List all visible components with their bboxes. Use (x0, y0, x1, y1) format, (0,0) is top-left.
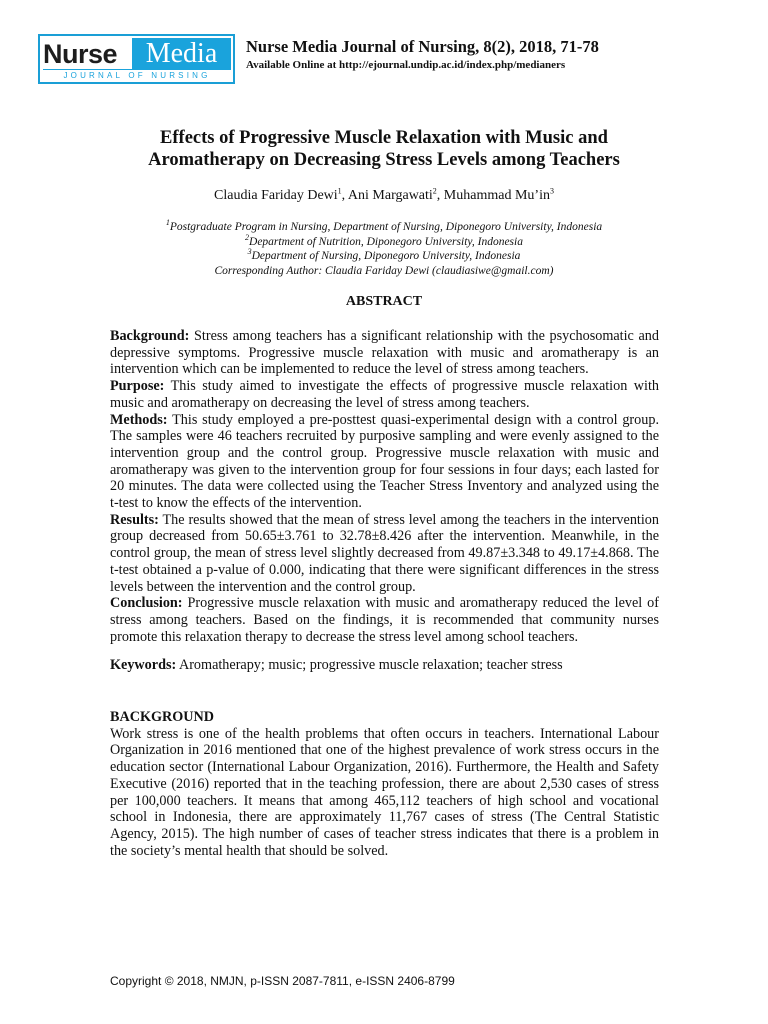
author-name: Ani Margawati (347, 188, 433, 203)
author-separator: , (436, 188, 444, 203)
affil-mark: 2 (245, 232, 250, 242)
section-text: Stress among teachers has a significant relationship with the psychosomatic and depressive symptoms. Progressive muscle relaxation with music and aromatherapy is an intervention which can be implemented to reduce the level of stress among teachers. (110, 328, 659, 378)
affiliation-line (80, 232, 688, 250)
abstract-results (110, 512, 659, 596)
affil-text: Postgraduate Program in Nursing, Department of Nursing, Diponegoro University, Indonesia (169, 221, 603, 233)
keywords-label: Keywords: (110, 657, 177, 674)
keywords (110, 657, 659, 674)
affiliation-line (80, 249, 688, 264)
title-line-2: Aromatherapy on Decreasing Stress Levels among Teachers (148, 150, 620, 170)
affil-text: Department of Nursing, Diponegoro University, Indonesia (251, 250, 521, 262)
abstract-body (110, 328, 659, 859)
journal-citation: Nurse Media Journal of Nursing, 8(2), 2018, 71-78 (246, 37, 599, 56)
journal-logo (38, 34, 235, 84)
journal-url: Available Online at http://ejournal.undip.ac.id/index.php/medianers (246, 59, 566, 71)
keywords-text: Aromatherapy; music; progressive muscle relaxation; teacher stress (176, 657, 563, 674)
copyright-footer: Copyright © 2018, NMJN, p-ISSN 2087-7811, e-ISSN 2406-8799 (110, 974, 455, 988)
author-name: Muhammad Mu’in (443, 188, 550, 203)
logo-subtitle: JOURNAL OF NURSING (43, 69, 231, 81)
section-label: Background: (110, 328, 190, 344)
author-affil-mark: 2 (432, 186, 437, 196)
affil-text: Department of Nutrition, Diponegoro University, Indonesia (249, 235, 523, 248)
corresponding-author: Corresponding Author: Claudia Fariday Dewi (claudiasiwe@gmail.com) (214, 264, 554, 277)
section-label: Methods: (110, 411, 168, 428)
author-separator: , (341, 188, 348, 203)
section-label: Results: (110, 511, 159, 528)
author-affil-mark: 1 (337, 186, 342, 196)
title-line-1: Effects of Progressive Muscle Relaxation with Music and (160, 128, 608, 148)
author-affil-mark: 3 (549, 186, 554, 196)
author-list (100, 188, 668, 204)
section-label: Purpose: (110, 378, 165, 395)
abstract-heading: ABSTRACT (345, 294, 423, 309)
affil-mark: 1 (165, 218, 170, 228)
section-text: Progressive muscle relaxation with music and aromatherapy reduced the level of stress among teachers. Based on the findings, it is recommended that community nurses promote this relaxation therapy to decrease the stress level among school teachers. (110, 595, 659, 645)
author-name: Claudia Fariday Dewi (214, 188, 338, 203)
logo-word-nurse: Nurse (43, 39, 118, 69)
paper-title (100, 127, 668, 171)
abstract-conclusion (110, 595, 659, 645)
background-heading: BACKGROUND (110, 709, 215, 726)
section-text: This study aimed to investigate the effects of progressive muscle relaxation with music and aromatherapy on decreasing the level of stress among teachers. (110, 378, 659, 411)
affiliations (80, 220, 688, 278)
section-text: This study employed a pre-posttest quasi-experimental design with a control group. The samples were 46 teachers recruited by purposive sampling and were evenly assigned to the intervention group and the control group. Progressive muscle relaxation with music and aromatherapy was given to the intervention group for four sessions in four days; each lasted for 20 minutes. The data were collected using the Teacher Stress Inventory and analyzed using the t-test to know the effects of the intervention. (110, 411, 659, 512)
affiliation-line (80, 220, 688, 235)
logo-word-media: Media (132, 38, 231, 70)
section-text: The results showed that the mean of stress level among the teachers in the intervention group decreased from 50.65±3.761 to 32.78±8.426 after the intervention. Meanwhile, in the control group, the mean of stress level slightly decreased from 49.87±3.348 to 49.17±4.868. The t-test obtained a p-value of 0.000, indicating that there were significant differences in the stress levels between the intervention and the control group. (110, 511, 659, 595)
affil-mark: 3 (247, 247, 252, 257)
background-text: Work stress is one of the health problems that often occurs in teachers. International Labour Organization in 2016 mentioned that one of the highest prevalence of work stress occurs in the education sector (International Labour Organization, 2016). Furthermore, the Health and Safety Executive (2016) reported that in the teaching profession, there are about 2,530 cases of stress per 100,000 teachers. It means that among 465,112 teachers of high school and vocational school in Indonesia, there are approximately 11,767 cases of stress (The Central Statistic Agency, 2015). The high number of cases of teacher stress indicates that there is a problem in the society’s mental health that should be solved. (110, 725, 659, 859)
abstract-purpose (110, 378, 659, 411)
section-label: Conclusion: (110, 595, 183, 612)
abstract-background (110, 328, 659, 378)
abstract-methods (110, 412, 659, 512)
